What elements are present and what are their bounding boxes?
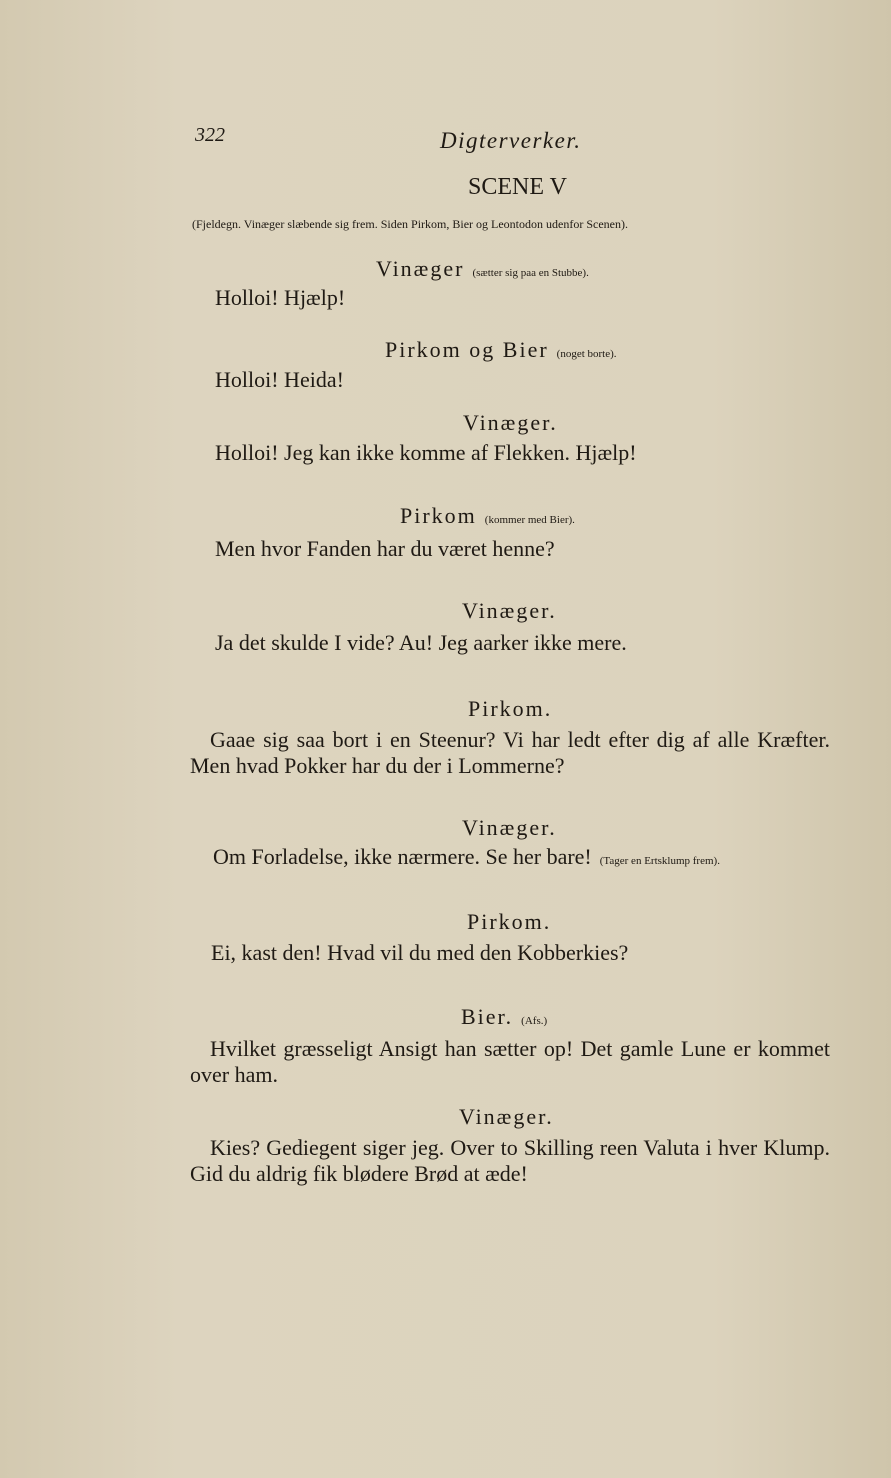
speaker-label <box>468 696 552 722</box>
speaker-direction: (Afs.) <box>521 1015 548 1027</box>
speaker-direction: (sætter sig paa en Stubbe). <box>472 267 589 279</box>
dialogue-line: Holloi! Hjælp! <box>215 285 346 310</box>
stage-direction-inline: (Tager en Ertsklump frem). <box>599 855 720 867</box>
speaker-direction: (noget borte). <box>556 348 617 360</box>
dialogue-text: Om Forladelse, ikke nærmere. Se her bare! <box>213 844 592 869</box>
dialogue-paragraph: Gaae sig saa bort i en Steenur? Vi har ledt efter dig af alle Kræfter. Men hvad Pokker har du der i Lommerne? <box>190 727 830 778</box>
dialogue-paragraph: Hvilket græsseligt Ansigt han sætter op! Det gamle Lune er kommet over ham. <box>190 1036 830 1087</box>
speaker-name: Pirkom. <box>467 909 552 934</box>
speaker-name: Vinæger. <box>462 815 557 840</box>
speaker-label <box>376 256 589 282</box>
speaker-name: Pirkom <box>400 503 477 528</box>
speaker-name: Vinæger <box>376 256 465 281</box>
speaker-direction: (kommer med Bier). <box>484 514 575 526</box>
speaker-label <box>463 410 558 436</box>
dialogue-line <box>213 844 720 870</box>
speaker-name: Bier. <box>461 1004 514 1029</box>
speaker-label <box>385 337 617 363</box>
page-number: 322 <box>195 124 225 146</box>
running-head: Digterverker. <box>440 128 582 153</box>
speaker-name: Pirkom og Bier <box>385 337 549 362</box>
dialogue-line: Men hvor Fanden har du været henne? <box>215 536 555 561</box>
scene-stage-direction: (Fjeldegn. Vinæger slæbende sig frem. Siden Pirkom, Bier og Leontodon udenfor Scenen). <box>192 217 628 231</box>
dialogue-line: Holloi! Jeg kan ikke komme af Flekken. Hjælp! <box>215 440 637 465</box>
speaker-label <box>467 909 551 935</box>
dialogue-paragraph: Kies? Gediegent siger jeg. Over to Skilling reen Valuta i hver Klump. Gid du aldrig fik blødere Brød at æde! <box>190 1135 830 1186</box>
speaker-name: Vinæger. <box>463 410 558 435</box>
speaker-label <box>400 503 575 529</box>
speaker-label <box>461 1004 547 1030</box>
speaker-label <box>462 598 557 624</box>
speaker-name: Vinæger. <box>459 1104 554 1129</box>
dialogue-line: Holloi! Heida! <box>215 367 344 392</box>
speaker-name: Vinæger. <box>462 598 557 623</box>
dialogue-line: Ja det skulde I vide? Au! Jeg aarker ikke mere. <box>215 630 627 655</box>
speaker-label <box>462 815 557 841</box>
speaker-label <box>459 1104 554 1130</box>
scene-title: SCENE V <box>468 174 567 200</box>
speaker-name: Pirkom. <box>468 696 553 721</box>
dialogue-line: Ei, kast den! Hvad vil du med den Kobberkies? <box>211 940 629 965</box>
